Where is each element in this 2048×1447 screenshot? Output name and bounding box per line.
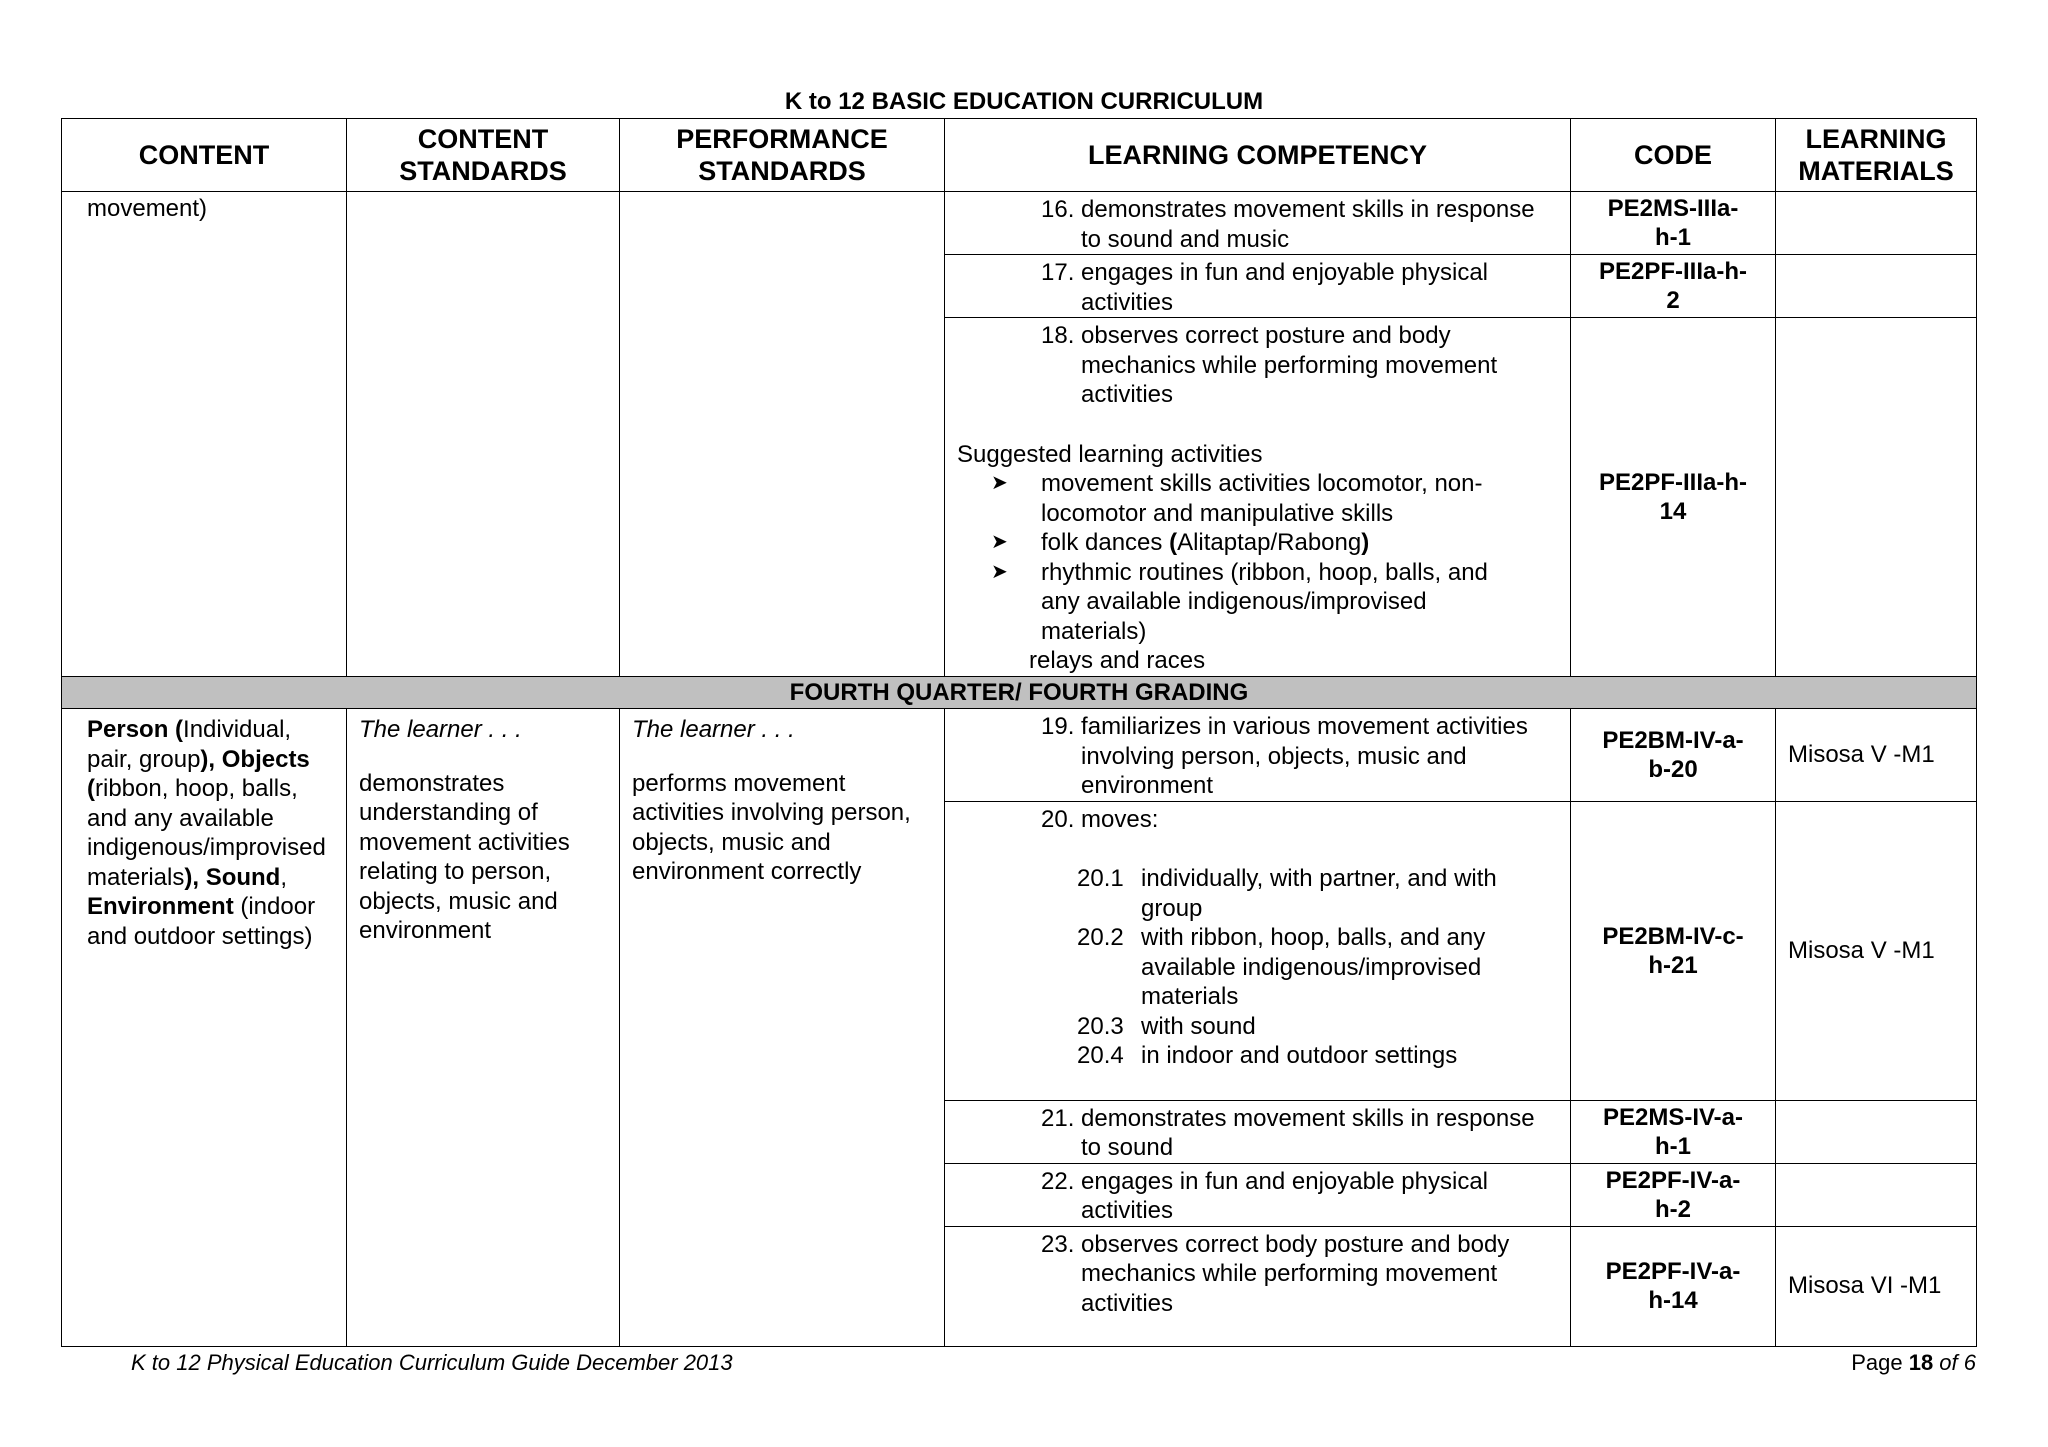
document-title: K to 12 BASIC EDUCATION CURRICULUM <box>784 88 1264 115</box>
header-content: CONTENT <box>62 119 347 192</box>
competency-cell: 19. familiarizes in various movement activities involving person, objects, music and environment <box>945 709 1571 802</box>
performance-standards-cell <box>620 192 945 677</box>
materials-cell <box>1776 1163 1977 1226</box>
arrow-bullet-icon: ➤ <box>991 531 1008 553</box>
header-content-standards: CONTENT STANDARDS <box>347 119 620 192</box>
content-standards-cell: The learner . . . demonstrates understanding of movement activities relating to person, objects, music and environment <box>347 709 620 1347</box>
table-row <box>62 709 1977 802</box>
content-cell: Person (Individual, pair, group), Objects (ribbon, hoop, balls, and any available indigenous/improvised materials), Sound, Environment (indoor and outdoor settings) <box>62 709 347 1347</box>
code-cell: PE2PF-IIIa-h- 14 <box>1571 318 1776 677</box>
footer-guide-title: K to 12 Physical Education Curriculum Guide December 2013 <box>131 1350 733 1375</box>
code-cell: PE2PF-IIIa-h- 2 <box>1571 255 1776 318</box>
table-row <box>62 192 1977 255</box>
activities-heading: Suggested learning activities <box>957 440 1263 468</box>
materials-cell <box>1776 318 1977 677</box>
activity-relays: relays and races <box>1029 647 1206 674</box>
list-item: 20.4 in indoor and outdoor settings <box>1077 1042 1458 1069</box>
materials-cell <box>1776 255 1977 318</box>
performance-standards-cell: The learner . . . performs movement activities involving person, objects, music and environment correctly <box>620 709 945 1347</box>
competency-cell: 20. moves: 20.1 individually, with partner, and with group 20.2 with ribbon, hoop, balls, and any available indigenous/improvised materials 20.3 with sound 20.4 in indoor and outdoor settings <box>945 801 1571 1100</box>
competency-cell: 21. demonstrates movement skills in response to sound <box>945 1100 1571 1163</box>
arrow-bullet-icon: ➤ <box>991 472 1008 494</box>
code-cell: PE2MS-IIIa- h-1 <box>1571 192 1776 255</box>
list-item: ➤ rhythmic routines (ribbon, hoop, balls, and any available indigenous/improvised materials) <box>991 558 1488 645</box>
list-item: ➤ folk dances (Alitaptap/Rabong) <box>991 529 1370 556</box>
code-cell: PE2BM-IV-c- h-21 <box>1571 801 1776 1100</box>
list-item: ➤ movement skills activities locomotor, non- locomotor and manipulative skills <box>991 470 1483 527</box>
list-item: 20.3 with sound <box>1077 1012 1256 1040</box>
header-learning-competency: LEARNING COMPETENCY <box>945 119 1571 192</box>
code-cell: PE2PF-IV-a- h-14 <box>1571 1226 1776 1346</box>
materials-cell <box>1776 1100 1977 1163</box>
code-cell: PE2BM-IV-a- b-20 <box>1571 709 1776 802</box>
arrow-bullet-icon: ➤ <box>991 560 1008 583</box>
content-cell: movement) <box>62 192 347 677</box>
header-row <box>62 119 1977 192</box>
materials-cell: Misosa VI -M1 <box>1776 1226 1977 1346</box>
competency-cell: 18. observes correct posture and body mechanics while performing movement activities Suggested learning activities ➤ movement skills activities locomotor, non- locomotor and manipulative skills ➤ folk dances (Alitaptap/Rabong) ➤ rhythmic routines (ribbon, hoop, balls, and any available indigenous/improvised materials) relays and races <box>945 318 1571 677</box>
curriculum-table <box>61 118 1977 1347</box>
header-performance-standards: PERFORMANCE STANDARDS <box>620 119 945 192</box>
code-cell: PE2PF-IV-a- h-2 <box>1571 1163 1776 1226</box>
code-cell: PE2MS-IV-a- h-1 <box>1571 1100 1776 1163</box>
materials-cell: Misosa V -M1 <box>1776 801 1977 1100</box>
content-standards-cell <box>347 192 620 677</box>
quarter-banner: FOURTH QUARTER/ FOURTH GRADING <box>62 677 1977 709</box>
materials-cell <box>1776 192 1977 255</box>
list-item: 20.1 individually, with partner, and with group <box>1077 865 1497 922</box>
list-item: 20.2 with ribbon, hoop, balls, and any available indigenous/improvised materials <box>1077 924 1486 1010</box>
materials-cell: Misosa V -M1 <box>1776 709 1977 802</box>
header-learning-materials: LEARNING MATERIALS <box>1776 119 1977 192</box>
footer-page-number: Page 18 of 6 <box>1851 1350 1976 1375</box>
activities-list <box>991 469 1562 646</box>
competency-cell: 22. engages in fun and enjoyable physical activities <box>945 1163 1571 1226</box>
header-code: CODE <box>1571 119 1776 192</box>
competency-cell: 16. demonstrates movement skills in response to sound and music <box>945 192 1571 255</box>
quarter-banner-row <box>62 677 1977 709</box>
competency-cell: 17. engages in fun and enjoyable physical activities <box>945 255 1571 318</box>
competency-cell: 23. observes correct body posture and body mechanics while performing movement activities <box>945 1226 1571 1346</box>
